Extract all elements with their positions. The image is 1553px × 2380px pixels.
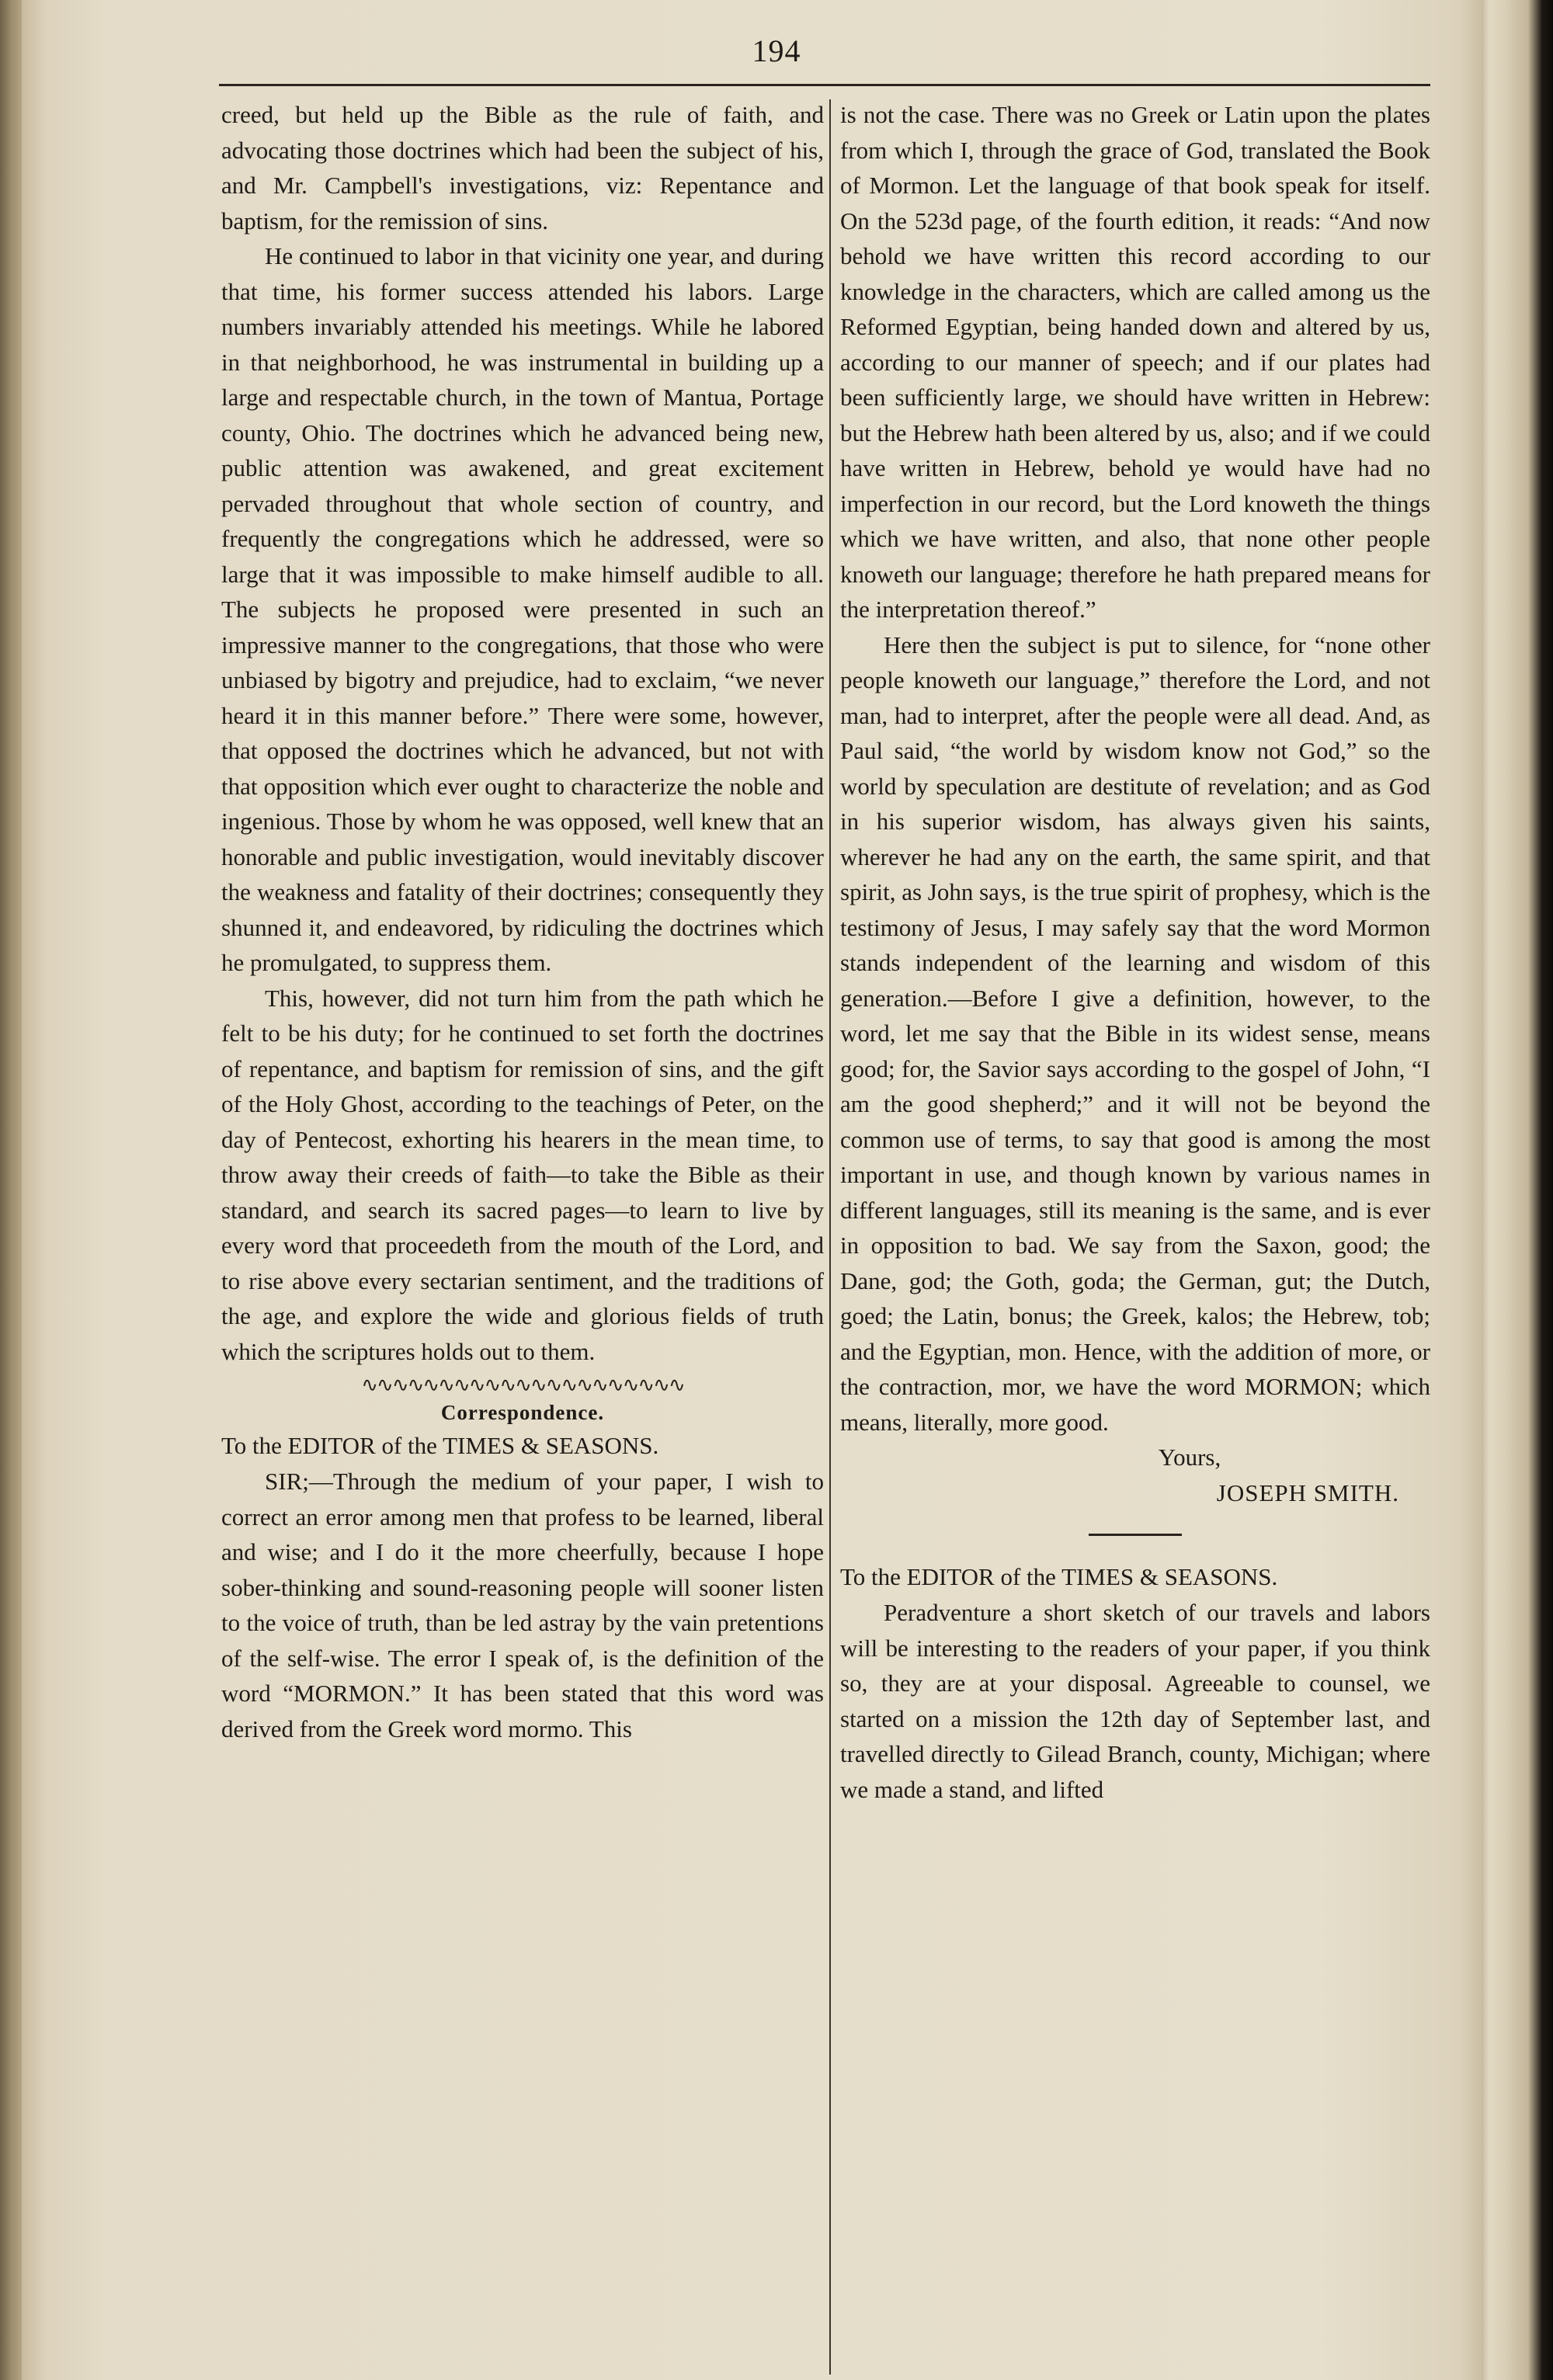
letter-heading: To the EDITOR of the TIMES & SEASONS.: [840, 1563, 1278, 1590]
section-ornament: ∿∿∿∿∿∿∿∿∿∿∿∿∿∿∿∿∿∿∿∿∿: [361, 1374, 684, 1396]
right-column: [840, 97, 1430, 1807]
letter-heading: To the EDITOR of the TIMES & SEASONS.: [221, 1432, 659, 1459]
left-column: [221, 97, 824, 1746]
paragraph: This, however, did not turn him from the path which he felt to be his duty; for he continued to set forth the doctrines of repentance, and baptism for remission of sins, and the gift of the Holy Ghost, according to the teachings of Peter, on the day of Pentecost, exhorting his hearers in the mean time, to throw away their creeds of faith—to take the Bible as their standard, and search its sacred pages—to learn to live by every word that proceedeth from the mouth of the Lord, and to rise above every sectarian sentiment, and the traditions of the age, and explore the wide and glorious fields of truth which the scriptures holds out to them.: [221, 984, 824, 1365]
letter-signoff: Yours,: [1158, 1444, 1221, 1471]
letter-body: Peradventure a short sketch of our travels and labors will be interesting to the readers of your paper, if you think so, they are at your disposal. Agreeable to counsel, we started on a mission the 12th day of September last, and travelled directly to Gilead Branch, county, Michigan; where we made a stand, and lifted: [840, 1599, 1430, 1803]
paragraph: Here then the subject is put to silence, for “none other people knoweth our language,” therefore the Lord, and not man, had to interpret, after the people were all dead. And, as Paul said, “the world by wisdom know not God,” so the world by speculation are destitute of revelation; and as God in his superior wisdom, has always given his saints, wherever he had any on the earth, the same spirit, and that spirit, as John says, is the true spirit of prophesy, which is the testimony of Jesus, I may safely say that the word Mormon stands independent of the learning and wisdom of this generation.—Before I give a definition, however, to the word, let me say that the Bible in its widest sense, means good; for, the Savior says according to the gospel of John, “I am the good shepherd;” and it will not be beyond the common use of terms, to say that good is among the most important in use, and though known by various names in different languages, still its meaning is the same, and is ever in opposition to bad. We say from the Saxon, good; the Dane, god; the Goth, goda; the German, gut; the Dutch, goed; the Latin, bonus; the Greek, kalos; the Hebrew, tob; and the Egyptian, mon. Hence, with the addition of more, or the contraction, mor, we have the word MORMON; which means, literally, more good.: [840, 631, 1430, 1436]
paragraph-continued: creed, but held up the Bible as the rule of faith, and advocating those doctrines which had been the subject of his, and Mr. Campbell's investigations, viz: Repentance and baptism, for the remission of sins.: [221, 101, 824, 235]
section-heading: Correspondence.: [440, 1401, 605, 1424]
column-divider: [829, 99, 831, 2375]
page-edge-shadow: [1482, 0, 1553, 2380]
letter-opening: SIR;—Through the medium of your paper, I wish to correct an error among men that profess to be learned, liberal and wise; and I do it the more cheerfully, because I hope sober-thinking and sound-reasoning people will sooner listen to the voice of truth, than be led astray by the vain pretentions of the self-wise. The error I speak of, is the definition of the word “MORMON.” It has been stated that this word was derived from the Greek word mormo. This: [221, 1468, 824, 1742]
letter-signature: JOSEPH SMITH.: [1216, 1478, 1399, 1506]
paragraph: He continued to labor in that vicinity one year, and during that time, his former success attended his labors. Large numbers invariably attended his meetings. While he labored in that neighborhood, he was instrumental in building up a large and respectable church, in the town of Mantua, Portage county, Ohio. The doctrines which he advanced being new, public attention was awakened, and great excitement pervaded throughout that whole section of country, and frequently the congregations which he addressed, were so large that it was impossible to make himself audible to all. The subjects he proposed were presented in such an impressive manner to the congregations, that those who were unbiased by bigotry and prejudice, had to exclaim, “we never heard it in this manner before.” There were some, however, that opposed the doctrines which he advanced, but not with that opposition which ever ought to characterize the noble and ingenious. Those by whom he was opposed, well knew that an honorable and public investigation, would inevitably discover the weakness and fatality of their doctrines; consequently they shunned it, and endeavored, by ridiculing the doctrines which he promulgated, to suppress them.: [221, 242, 824, 976]
book-spine-shadow: [0, 0, 22, 2380]
header-rule: [219, 84, 1430, 86]
letter-continuation: is not the case. There was no Greek or Latin upon the plates from which I, through the grace of God, translated the Book of Mormon. Let the language of that book speak for itself. On the 523d page, of the fourth edition, it reads: “And now behold we have written this record according to our knowledge in the characters, which are called among us the Reformed Egyptian, being handed down and altered by us, according to our manner of speech; and if our plates had been sufficiently large, we should have written in Hebrew: but the Hebrew hath been altered by us, also; and if we could have written in Hebrew, behold ye would have had no imperfection in our record, but the Lord knoweth the things which we have written, and also, that none other people knoweth our language; therefore he hath prepared means for the interpretation thereof.”: [840, 101, 1430, 623]
letter-separator-rule: [1089, 1534, 1182, 1536]
page-number: 194: [752, 33, 801, 68]
